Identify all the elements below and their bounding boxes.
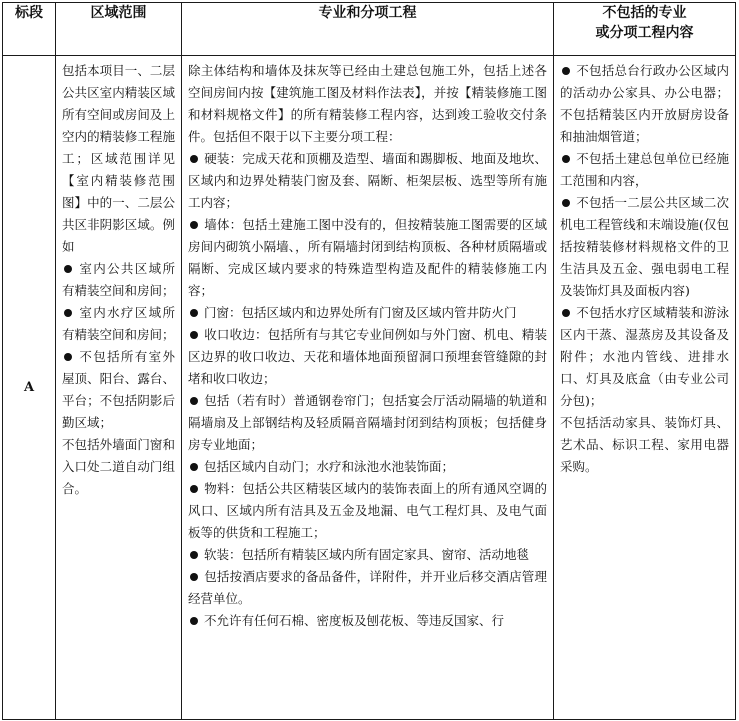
bullet-icon: [190, 331, 198, 339]
header-work-label: 专业和分项工程: [318, 5, 417, 21]
work-item: 软装：包括所有精装区域内所有固定家具、窗帘、活动地毯: [188, 544, 547, 566]
excluded-cell: [554, 56, 736, 720]
bullet-icon: [64, 265, 72, 273]
bullet-icon: [190, 463, 198, 471]
bullet-icon: [190, 221, 198, 229]
work-item: 包括（若有时）普通钢卷帘门；包括宴会厅活动隔墙的轨道和隔墙扇及上部钢结构及轻质隔音隔墙封闭到结构顶板；包括健身房专业地面；: [188, 393, 547, 452]
bullet-icon: [190, 397, 198, 405]
work-item: 墙体：包括土建施工图中没有的，但按精装施工图需要的区域房间内砌筑小隔墙、，所有隔墙封闭到结构顶板、各种材质隔墙或隔断、完成区域内要求的特殊造型构造及配件的精装修施工内容；: [188, 217, 547, 298]
header-section-label: 标段: [15, 5, 43, 21]
work-item: 包括按酒店要求的备品备件，详附件，并开业后移交酒店管理经营单位。: [188, 569, 547, 606]
region-item: 室内公共区域所有精装空间和房间；: [62, 261, 175, 298]
section-label: A: [23, 380, 35, 395]
work-item: 硬装：完成天花和顶棚及造型、墙面和踢脚板、地面及地坎、区域内和边界处精装门窗及套、隔断、柜架层板、选型等所有施工内容；: [188, 151, 547, 210]
region-intro: 包括本项目一、二层公共区室内精装区域所有空间或房间及上空内的精装修工程施工；区域范围详见【室内精装修范围图】中的一、二层公共区非阴影区域。例如: [62, 63, 175, 254]
header-excluded-label-2: 或分项工程内容: [595, 25, 694, 41]
work-intro: 除主体结构和墙体及抹灰等已经由土建总包施工外，包括上述各空间房间内按【建筑施工图及材料作法表】，并按【精装修施工图和材料规格文件】的所有精装修工程内容，达到竣工验收交付条件。包括但不限于以下主要分项工程：: [188, 63, 547, 144]
header-excluded: [554, 3, 736, 56]
bullet-icon: [562, 199, 570, 207]
table-row: [3, 56, 736, 720]
header-row: [3, 3, 736, 56]
header-region: [56, 3, 182, 56]
region-item: 不包括所有室外屋顶、阳台、露台、平台；不包括阴影后勤区域；: [62, 349, 175, 430]
excluded-item: 不包括水疗区域精装和游泳区内干蒸、湿蒸房及其设备及附件；水池内管线、进排水口、灯具及底盒（由专业公司分包)；: [560, 305, 729, 408]
section-cell: [3, 56, 56, 720]
region-cell: [56, 56, 182, 720]
bullet-icon: [190, 485, 198, 493]
excluded-outro: 不包括活动家具、装饰灯具、艺术品、标识工程、家用电器采购。: [560, 415, 729, 474]
bullet-icon: [562, 67, 570, 75]
bullet-icon: [190, 309, 198, 317]
region-outro: 不包括外墙面门窗和入口处二道自动门组合。: [62, 437, 175, 496]
bullet-icon: [562, 309, 570, 317]
excluded-item: 不包括一二层公共区域二次机电工程管线和末端设施(仅包括按精装修材料规格文件的卫生洁具及五金、强电弱电工程及装饰灯具及面板内容): [560, 195, 729, 298]
excluded-item: 不包括土建总包单位已经施工范围和内容，: [560, 151, 729, 188]
bullet-icon: [190, 155, 198, 163]
work-item: 物料：包括公共区精装区域内的装饰表面上的所有通风空调的风口、区域内所有洁具及五金及地漏、电气工程灯具、及电气面板等的供货和工程施工；: [188, 481, 547, 540]
work-item: 不允许有任何石棉、密度板及刨花板、等违反国家、行: [188, 610, 547, 632]
bullet-icon: [190, 617, 198, 625]
work-item: 门窗：包括区域内和边界处所有门窗及区域内管井防火门: [188, 302, 547, 324]
bullet-icon: [562, 155, 570, 163]
work-item: 包括区域内自动门；水疗和泳池水池装饰面；: [188, 456, 547, 478]
scope-table: [2, 2, 736, 720]
work-item: 收口收边：包括所有与其它专业间例如与外门窗、机电、精装区边界的收口收边、天花和墙体地面预留洞口预埋套管缝隙的封堵和收口收边；: [188, 327, 547, 386]
work-cell: [182, 56, 554, 720]
bullet-icon: [190, 551, 198, 559]
header-excluded-label-1: 不包括的专业: [602, 5, 687, 21]
header-work: [182, 3, 554, 56]
header-region-label: 区域范围: [90, 5, 147, 21]
bullet-icon: [190, 573, 198, 581]
region-item: 室内水疗区域所有精装空间和房间；: [62, 305, 175, 342]
bullet-icon: [64, 309, 72, 317]
excluded-item: 不包括总台行政办公区域内的活动办公家具、办公电器；不包括精装区内开放厨房设备和抽油烟管道；: [560, 63, 729, 144]
bullet-icon: [64, 353, 72, 361]
header-section: [3, 3, 56, 56]
